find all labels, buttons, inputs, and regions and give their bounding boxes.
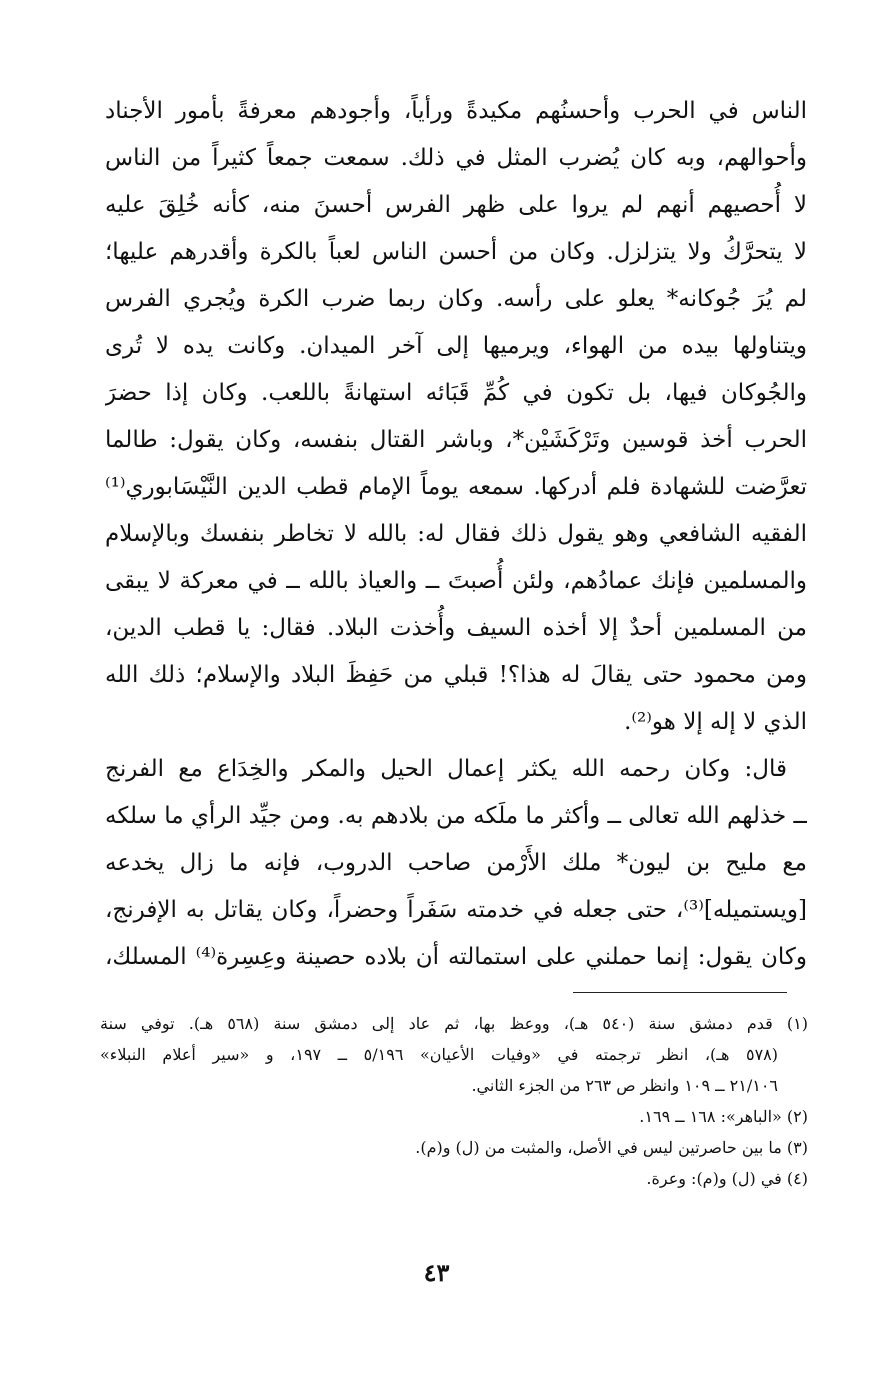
footnote-line: (٥٧٨ هـ)، انظر ترجمته في «وفيات الأعيان» ٥/١٩٦ ــ ١٩٧، و «سير أعلام النبلاء» [100, 1045, 779, 1064]
text-line: والمسلمين فإنك عمادُهم، ولئن أُصبتَ ــ والعياذ بالله ــ في معركة لا يبقى [105, 568, 807, 594]
footnote-line: ٢١/١٠٦ ــ ١٠٩ وانظر ص ٢٦٣ من الجزء الثاني. [471, 1076, 778, 1095]
footnote-divider [573, 992, 787, 993]
footnotes-block [100, 1008, 808, 1194]
text-line: وكان يقول: إنما حملني على استمالته أن بلاده حصينة وعِسِرة⁽⁴⁾ المسلك، [105, 944, 807, 970]
text-line: الذي لا إله إلا هو⁽²⁾. [624, 709, 807, 735]
text-line: لا يتحرَّكُ ولا يتزلزل. وكان من أحسن الناس لعباً بالكرة وأقدرهم عليها؛ [105, 239, 807, 265]
text-line: الناس في الحرب وأحسنُهم مكيدةً ورأياً، وأجودهم معرفةً بأمور الأجناد [105, 98, 807, 124]
text-line: والجُوكان فيها، بل تكون في كُمِّ قَبَائه استهانةً باللعب. وكان إذا حضرَ [105, 380, 807, 406]
text-line: ومن محمود حتى يقالَ له هذا؟! قبلي من حَفِظَ البلاد والإسلام؛ ذلك الله [105, 662, 807, 688]
text-line: قال: وكان رحمه الله يكثر إعمال الحيل والمكر والخِدَاع مع الفرنج [105, 756, 787, 782]
footnote-line: (١) قدم دمشق سنة (٥٤٠ هـ)، ووعظ بها، ثم عاد إلى دمشق سنة (٥٦٨ هـ). توفي سنة [100, 1014, 808, 1033]
main-text-block [105, 88, 807, 981]
text-line: ــ خذلهم الله تعالى ــ وأكثر ما ملَكه من بلادهم به. ومن جيِّد الرأي ما سلكه [105, 803, 807, 829]
text-line: مع مليح بن ليون* ملك الأَرْمن صاحب الدروب، فإنه ما زال يخدعه [105, 850, 807, 876]
text-line: الفقيه الشافعي وهو يقول ذلك فقال له: بالله لا تخاطر بنفسك وبالإسلام [105, 521, 807, 547]
text-line: لا أُحصيهم أنهم لم يروا على ظهر الفرس أحسنَ منه، كأنه خُلِقَ عليه [105, 192, 807, 218]
footnote-line: (٣) ما بين حاصرتين ليس في الأصل، والمثبت من (ل) و(م). [415, 1138, 808, 1157]
text-line: لم يُرَ جُوكانه* يعلو على رأسه. وكان ربما ضرب الكرة ويُجري الفرس [105, 286, 807, 312]
page-number: ٤٣ [423, 1258, 450, 1287]
text-line: الحرب أخذ قوسين وتَرْكَشَيْن*، وباشر القتال بنفسه، وكان يقول: طالما [105, 427, 807, 453]
text-line: من المسلمين أحدٌ إلا أخذه السيف وأُخذت البلاد. فقال: يا قطب الدين، [105, 615, 807, 641]
text-line: وأحوالهم، وبه كان يُضرب المثل في ذلك. سمعت جمعاً كثيراً من الناس [105, 145, 807, 171]
text-line: تعرَّضت للشهادة فلم أدركها. سمعه يوماً الإمام قطب الدين النَّيْسَابوري⁽¹⁾ [105, 474, 807, 500]
footnote-line: (٤) في (ل) و(م): وعرة. [646, 1169, 808, 1188]
text-line: ويتناولها بيده من الهواء، ويرميها إلى آخر الميدان. وكانت يده لا تُرى [105, 333, 807, 359]
footnote-line: (٢) «الباهر»: ١٦٨ ــ ١٦٩. [639, 1107, 808, 1126]
text-line: [ويستميله]⁽³⁾، حتى جعله في خدمته سَفَراً وحضراً، وكان يقاتل به الإفرنج، [105, 897, 807, 923]
